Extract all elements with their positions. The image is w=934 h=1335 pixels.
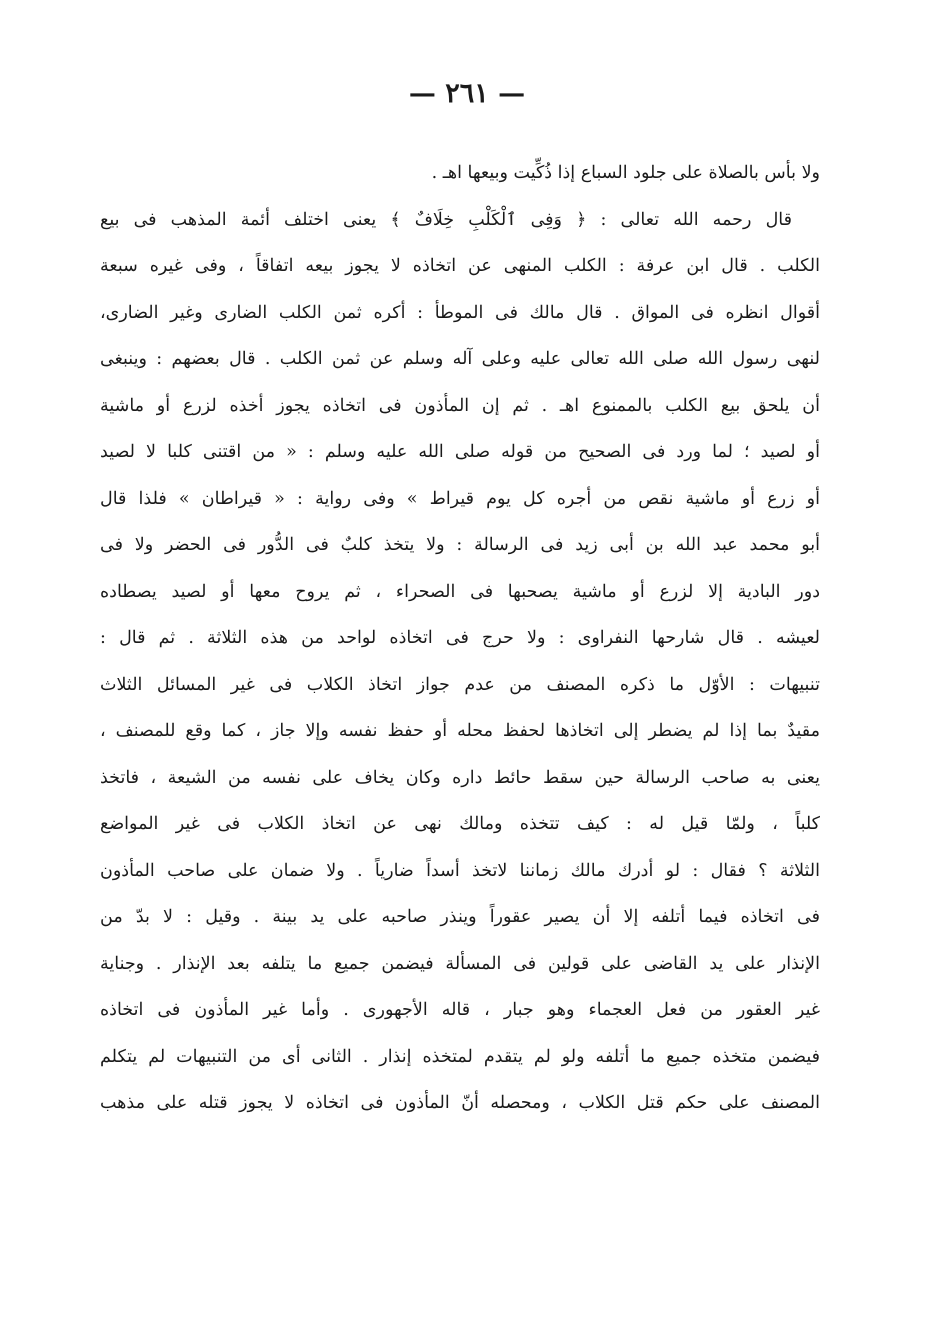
text-line: أو زرع أو ماشية نقص من أجره كل يوم قيراط » وفى رواية : « قيراطان » فلذا قال	[100, 488, 820, 509]
text-line: المصنف على حكم قتل الكلاب ، ومحصله أنّ المأذون فى اتخاذه لا يجوز قتله على مذهب	[100, 1093, 820, 1113]
text-line: أو لصيد ؛ لما ورد فى الصحيح من قوله صلى الله عليه وسلم : « من اقتنى كلبا لا لصيد	[100, 442, 820, 462]
text-line: فيضمن متخذه جميع ما أتلفه ولو لم يتقدم لمتخذه إنذار . الثانى أى من التنبيهات لم يتكلم	[100, 1046, 820, 1067]
text-line: الإنذار على يد القاضى على قولين فى المسألة فيضمن جميع ما يتلفه بعد الإنذار . وجناية	[100, 953, 820, 974]
text-line: أقوال انظره فى المواق . قال مالك فى الموطأ : أكره ثمن الكلب الضارى وغير الضارى،	[100, 302, 820, 323]
body-text	[100, 150, 820, 1127]
text-line: مقيدٌ بما إذا لم يضطر إلى اتخاذها لحفظ محله أو حفظ نفسه وإلا جاز ، كما وقع للمصنف ،	[100, 721, 820, 741]
page-number: — ٢٦١ —	[408, 78, 526, 109]
text-line: يعنى به صاحب الرسالة حين سقط حائط داره وكان يخاف على نفسه من الشيعة ، فاتخذ	[100, 767, 820, 788]
text-line: لعيشه . قال شارحها النفراوى : ولا حرج فى اتخاذه لواحد من هذه الثلاثة . ثم قال :	[100, 628, 820, 648]
text-line: ولا بأس بالصلاة على جلود السباع إذا ذُكِّيت وبيعها اهـ .	[431, 163, 820, 183]
text-line: الثلاثة ؟ فقال : لو أدرك مالك زماننا لاتخذ أسداً ضارياً . ولا ضمان على صاحب المأذون	[100, 860, 820, 881]
text-line: أبو محمد عبد الله بن أبى زيد فى الرسالة : ولا يتخذ كلبٌ فى الدُّور فى الحضر ولا فى	[100, 535, 820, 555]
text-line: فى اتخاذه فيما أتلفه إلا أن يصير عقوراً وينذر صاحبه على يد بينة . وقيل : لا بدّ من	[100, 907, 820, 927]
text-line: غير العقور من فعل العجماء وهو جبار ، قاله الأجهورى . وأما غير المأذون فى اتخاذه	[100, 1000, 820, 1020]
text-line: كلباً ، ولمّا قيل له : كيف تتخذه ومالك نهى عن اتخاذ الكلاب فى غير المواضع	[100, 814, 820, 834]
text-line: أن يلحق بيع الكلب بالممنوع اهـ . ثم إن المأذون فى اتخاذه يجوز أخذه لزرع أو ماشية	[100, 395, 820, 416]
text-line: تنبيهات : الأوّل ما ذكره المصنف من عدم جواز اتخاذ الكلاب فى غير المسائل الثلاث	[100, 674, 820, 695]
text-line: الكلب . قال ابن عرفة : الكلب المنهى عن اتخاذه لا يجوز بيعه اتفاقاً ، وفى غيره سبعة	[100, 256, 820, 276]
text-line: دور البادية إلا لزرع أو ماشية يصحبها فى الصحراء ، ثم يروح معها أو لصيد يصطاده	[100, 581, 820, 602]
text-line: قال رحمه الله تعالى : ﴿ وَفِى ٱلْكَلْبِ خِلَافٌ ﴾ يعنى اختلف أئمة المذهب فى بيع	[100, 209, 792, 230]
text-line: لنهى رسول الله صلى الله تعالى عليه وعلى آله وسلم عن ثمن الكلب . قال بعضهم : وينبغى	[100, 349, 820, 369]
